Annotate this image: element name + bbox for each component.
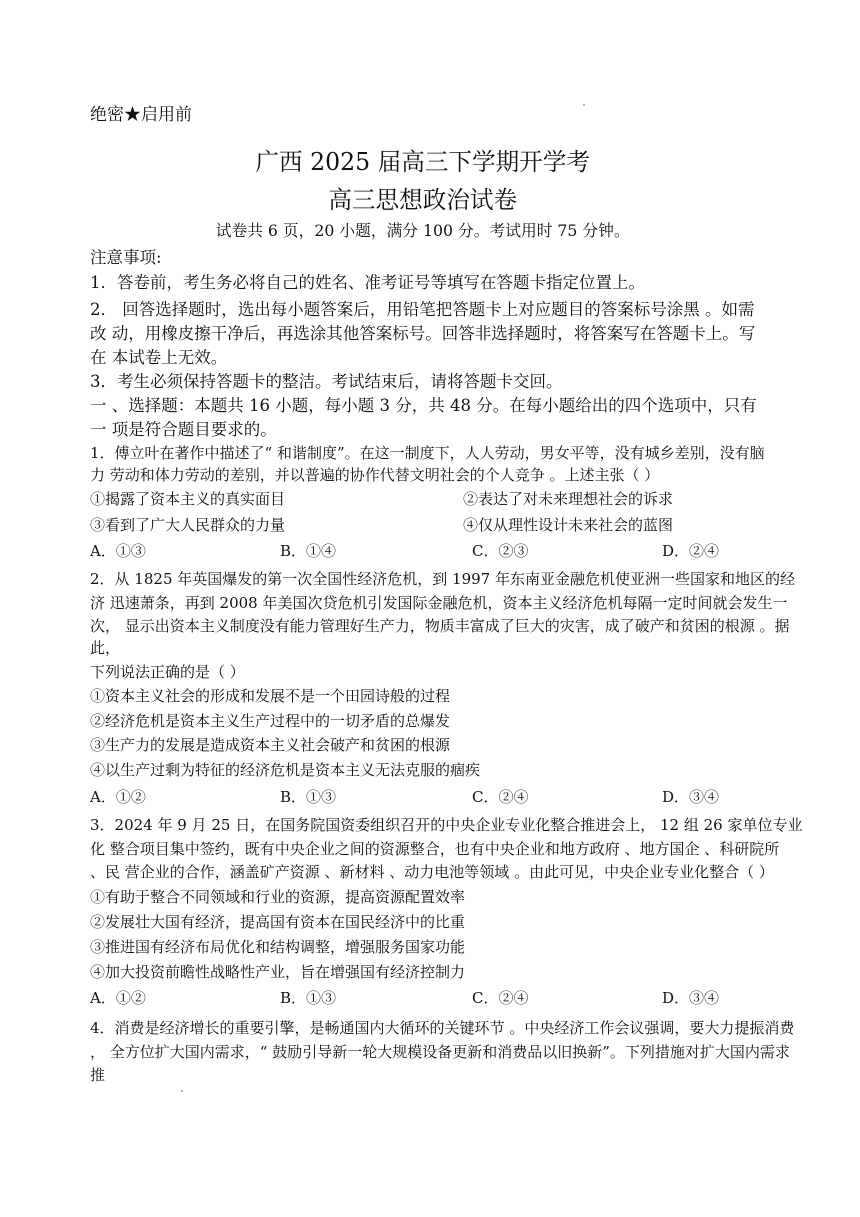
question-1-option: ②表达了对未来理想社会的诉求 [463,490,674,508]
notice-line: 1．答卷前，考生务必将自己的姓名、准考证号等填写在答题卡指定位置上。 [90,273,645,292]
question-3-choice-a: A．①② [90,989,146,1007]
question-3-stem: 3．2024 年 9 月 25 日，在国务院国资委组织召开的中央企业专业化整合推进会上， 12 组 26 家单位专业 [90,816,803,834]
question-1-choice-b: B．①④ [280,542,337,560]
question-2-stem: 此， [90,639,121,657]
question-2-option: ①资本主义社会的形成和发展不是一个田园诗般的过程 [90,687,451,705]
exam-title: 广西 2025 届高三下学期开学考 [255,148,590,176]
question-2-option: ④以生产过剩为特征的经济危机是资本主义无法克服的痼疾 [90,761,481,779]
question-2-stem: 次， 显示出资本主义制度没有能力管理好生产力，物质丰富成了巨大的灾害，成了破产和贫困的根源 。据 [90,617,790,635]
section-heading: 一 、选择题：本题共 16 小题，每小题 3 分，共 48 分。在每小题给出的四个选项中，只有 [90,396,757,415]
exam-subtitle: 高三思想政治试卷 [328,186,518,214]
question-3-option: ①有助于整合不同领域和行业的资源，提高资源配置效率 [90,888,466,906]
question-1-choice-a: A．①③ [90,542,146,560]
question-2-choice-c: C．②④ [472,788,529,806]
question-1-choice-d: D．②④ [662,542,720,560]
notice-line: 3．考生必须保持答题卡的整洁。考试结束后，请将答题卡交回。 [90,372,563,391]
question-2-choice-b: B．①③ [280,788,337,806]
question-2-choice-a: A．①② [90,788,146,806]
question-3-choice-b: B．①③ [280,989,337,1007]
secret-label: 绝密★启用前 [90,105,192,125]
notice-line: 在 本试卷上无效。 [90,348,228,367]
question-3-choice-c: C．②④ [472,989,529,1007]
question-4-stem: 4．消费是经济增长的重要引擎，是畅通国内大循环的关键环节 。中央经济工作会议强调，要大力提振消费 [90,1019,795,1037]
question-3-option: ④加大投资前瞻性战略性产业，旨在增强国有经济控制力 [90,963,466,981]
question-3-option: ③推进国有经济布局优化和结构调整，增强服务国家功能 [90,938,466,956]
question-2-stem: 下列说法正确的是（ ） [90,663,245,681]
question-1-option: ①揭露了资本主义的真实面目 [90,490,286,508]
question-2-option: ③生产力的发展是造成资本主义社会破产和贫困的根源 [90,736,451,754]
question-2-stem: 济 迅速萧条，再到 2008 年美国次贷危机引发国际金融危机，资本主义经济危机每隔一定时间就会发生一 [90,594,788,612]
exam-info: 试卷共 6 页，20 小题，满分 100 分。考试用时 75 分钟。 [215,221,630,240]
scan-dot [583,104,585,106]
question-2-stem: 2．从 1825 年英国爆发的第一次全国性经济危机，到 1997 年东南亚金融危机使亚洲一些国家和地区的经 [90,570,795,588]
question-1-choice-c: C．②③ [472,542,529,560]
question-3-stem: 、民 营企业的合作，涵盖矿产资源 、新材料 、动力电池等领域 。由此可见，中央企业专业化整合（ ） [90,863,774,881]
section-heading-cont: 一 项是符合题目要求的。 [90,420,277,439]
question-1-option: ④仅从理性设计未来社会的蓝图 [463,516,674,534]
question-4-stem: ， 全方位扩大国内需求，“ 鼓励引导新一轮大规模设备更新和消费品以旧换新”。下列措施对扩大国内需求 [90,1043,790,1061]
notice-line: 改 动，用橡皮擦干净后，再选涂其他答案标号。回答非选择题时，将答案写在答题卡上。写 [90,324,756,343]
question-3-option: ②发展壮大国有经济，提高国有资本在国民经济中的比重 [90,913,466,931]
question-2-option: ②经济危机是资本主义生产过程中的一切矛盾的总爆发 [90,712,451,730]
question-4-stem: 推 [90,1066,106,1084]
question-1-stem: 1．傅立叶在著作中描述了“ 和谐制度”。在这一制度下，人人劳动，男女平等，没有城乡差别，没有脑 [90,444,765,462]
question-2-choice-d: D．③④ [662,788,720,806]
notice-heading: 注意事项: [90,248,162,267]
question-1-stem: 力 劳动和体力劳动的差别，并以普遍的协作代替文明社会的个人竞争 。上述主张（ ） [90,466,660,484]
question-3-choice-d: D．③④ [662,989,720,1007]
question-1-option: ③看到了广大人民群众的力量 [90,516,286,534]
notice-line: 2． 回答选择题时，选出每小题答案后，用铅笔把答题卡上对应题目的答案标号涂黑 。如需 [90,300,755,319]
scan-dot [181,1090,183,1092]
question-3-stem: 化 整合项目集中签约，既有中央企业之间的资源整合，也有中央企业和地方政府 、地方国企 、科研院所 [90,840,780,858]
